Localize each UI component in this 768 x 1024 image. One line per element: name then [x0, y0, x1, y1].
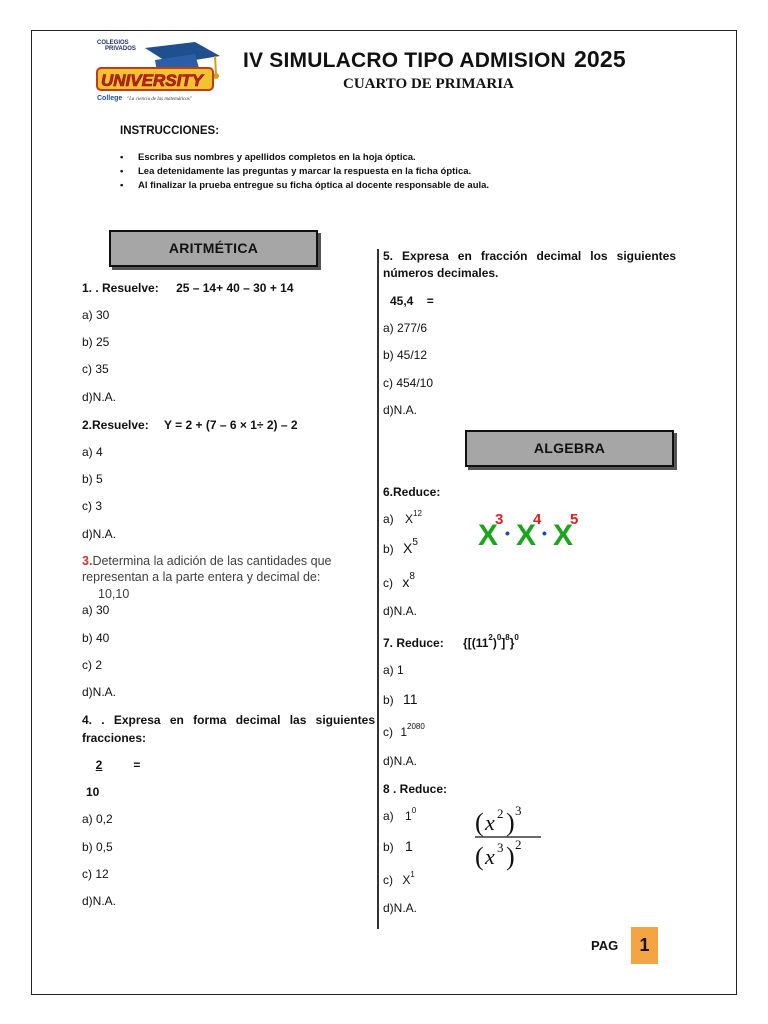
- q6-option-a-letter: a): [383, 512, 394, 526]
- q4-line1: 4. . Expresa en forma decimal las siguientes: [82, 713, 375, 727]
- q8-option-c-exp: 1: [410, 870, 415, 879]
- q6-expr-exp-1: 3: [495, 511, 504, 528]
- q7-expression: [463, 633, 519, 650]
- graduation-cap-logo-icon: [95, 38, 225, 104]
- instructions-title: INSTRUCCIONES:: [120, 125, 220, 137]
- q7-expr-exp1: 2: [488, 633, 493, 642]
- q3-number: 3.: [82, 554, 93, 568]
- q2-option-d: d)N.A.: [82, 527, 117, 541]
- question-4: [82, 713, 375, 727]
- q7-option-a: a) 1: [383, 663, 404, 677]
- q6-expr-exp-2: 4: [533, 511, 542, 528]
- q7-expr-mid1: ): [492, 636, 497, 650]
- q3-option-b: b) 40: [82, 631, 110, 645]
- q3-value: 10,10: [98, 587, 130, 601]
- logo-brand: UNIVERSITY: [101, 71, 204, 90]
- q7-expr-exp3: 8: [505, 633, 510, 642]
- q7-expr-exp4: 0: [514, 633, 519, 642]
- logo-motto: "La ciencia de las matemáticas": [127, 97, 192, 102]
- question-1: [82, 281, 294, 295]
- q2-option-c: c) 3: [82, 499, 103, 513]
- q2-expression: Y = 2 + (7 – 6 × 1÷ 2) – 2: [164, 418, 298, 432]
- q6-option-a: [383, 509, 422, 526]
- q8-option-a: [383, 806, 417, 823]
- q8-fraction-graphic: [473, 803, 545, 873]
- q6-expression: [478, 510, 586, 550]
- q8-den-inner-exp: 3: [497, 840, 504, 855]
- svg-text:(: (: [475, 808, 484, 837]
- q3-option-c: c) 2: [82, 658, 103, 672]
- title-year: 2025: [573, 46, 626, 72]
- q5-line2: números decimales.: [383, 266, 499, 280]
- q2-label: 2.Resuelve:: [82, 418, 149, 432]
- q6-option-c-letter: c): [383, 576, 393, 590]
- q6-option-b-exp: 5: [412, 537, 418, 548]
- q8-option-d: d)N.A.: [383, 901, 418, 915]
- q2-option-b: b) 5: [82, 472, 103, 486]
- q6-label: 6.Reduce:: [383, 485, 441, 499]
- q7-option-c-letter: c): [383, 725, 393, 739]
- logo-line1: COLEGIOS: [97, 40, 129, 46]
- q8-den-outer-exp: 2: [515, 837, 522, 852]
- q5-equals: =: [426, 294, 434, 308]
- q7-option-c-exp: 2080: [407, 722, 425, 731]
- q5-value-row: [390, 294, 434, 308]
- q3-option-d: d)N.A.: [82, 685, 117, 699]
- q4-fraction-numerator: [82, 758, 140, 772]
- q5-option-a: a) 277/6: [383, 321, 428, 335]
- q6-expr-exp-3: 5: [570, 511, 579, 528]
- q5-option-b: b) 45/12: [383, 348, 428, 362]
- q1-option-b: b) 25: [82, 335, 110, 349]
- page-label: PAG: [591, 938, 619, 953]
- instruction-item: • Al finalizar la prueba entregue su ficha óptica al docente responsable de aula.: [120, 179, 489, 193]
- q6-option-c-exp: 8: [409, 571, 415, 582]
- svg-text:): ): [506, 808, 515, 837]
- q1-expression: 25 – 14+ 40 – 30 + 14: [176, 281, 294, 295]
- q6-expr-base-3: X: [553, 519, 574, 550]
- q6-option-c: [383, 571, 415, 590]
- q6-option-c-base: x: [402, 574, 410, 590]
- q4-line2: fracciones:: [82, 731, 147, 745]
- title-text: IV SIMULACRO TIPO ADMISION: [243, 49, 566, 72]
- q8-option-c-letter: c): [383, 873, 393, 887]
- q7-expr-mid2: ]: [501, 636, 506, 650]
- section-header-algebra: ALGEBRA: [465, 430, 674, 467]
- q7-option-b: [383, 691, 418, 707]
- q3-option-a: a) 30: [82, 603, 110, 617]
- q7-option-c: [383, 722, 425, 739]
- question-7: [383, 633, 519, 650]
- q1-option-d: d)N.A.: [82, 390, 117, 404]
- q4-option-a: a) 0,2: [82, 812, 113, 826]
- q6-option-a-exp: 12: [413, 509, 422, 518]
- logo-college: College: [97, 95, 123, 102]
- svg-text:(: (: [475, 842, 484, 871]
- q6-expr-base-1: X: [478, 519, 499, 550]
- q4-option-c: c) 12: [82, 867, 109, 881]
- page-number: 1: [631, 927, 658, 964]
- q7-expr-mid3: }: [509, 636, 515, 650]
- section-header-aritmetica: ARITMÉTICA: [109, 230, 318, 267]
- q8-option-a-exp: 0: [411, 806, 417, 815]
- q2-option-a: a) 4: [82, 445, 103, 459]
- q7-expr-prefix: {[(11: [463, 636, 489, 650]
- q6-option-a-base: X: [405, 512, 414, 526]
- school-logo: [95, 38, 225, 104]
- q7-expr-exp2: 0: [496, 633, 502, 642]
- q8-label: 8 . Reduce:: [383, 782, 448, 796]
- q8-num-base: x: [485, 810, 495, 835]
- q7-option-b-letter: b): [383, 693, 394, 707]
- page-title: [243, 46, 626, 73]
- question-5: [383, 249, 676, 263]
- q5-option-c: c) 454/10: [383, 376, 434, 390]
- q1-option-a: a) 30: [82, 308, 110, 322]
- q6-expression-graphic: [478, 510, 586, 550]
- q7-label: 7. Reduce:: [383, 636, 444, 650]
- q8-num-inner-exp: 2: [497, 806, 504, 821]
- q5-line1: 5. Expresa en fracción decimal los siguientes: [383, 249, 676, 263]
- question-2: [82, 418, 298, 432]
- q6-option-d: d)N.A.: [383, 604, 418, 618]
- q3-line2: representan a la parte entera y decimal de:: [82, 570, 321, 584]
- q4-equals: =: [133, 758, 141, 772]
- instruction-item: • Escriba sus nombres y apellidos completos en la hoja óptica.: [120, 151, 489, 165]
- q5-option-d: d)N.A.: [383, 403, 418, 417]
- q8-option-b-value: 1: [405, 838, 413, 854]
- q7-option-c-base: 1: [400, 725, 408, 739]
- q1-option-c: c) 35: [82, 362, 109, 376]
- q6-expr-dot-1: •: [505, 525, 510, 541]
- page-subtitle: CUARTO DE PRIMARIA: [343, 76, 514, 92]
- svg-text:): ): [506, 842, 515, 871]
- q8-num-outer-exp: 3: [515, 803, 522, 818]
- q8-option-a-letter: a): [383, 809, 394, 823]
- q8-fraction: [473, 803, 545, 873]
- q4-option-d: d)N.A.: [82, 894, 117, 908]
- question-3: [82, 554, 331, 568]
- q7-option-b-value: 11: [403, 691, 418, 707]
- instruction-item: • Lea detenidamente las preguntas y marcar la respuesta en la ficha óptica.: [120, 165, 489, 179]
- q4-numerator: 2: [95, 758, 103, 772]
- q8-den-base: x: [485, 844, 495, 869]
- q8-option-a-base: 1: [405, 809, 412, 823]
- q3-line1: Determina la adición de las cantidades que: [92, 554, 332, 568]
- q6-option-b: [383, 537, 418, 556]
- q6-option-b-letter: b): [383, 542, 394, 556]
- q8-option-c: [383, 870, 415, 887]
- q1-label: 1. . Resuelve:: [82, 281, 159, 295]
- q5-value: 45,4: [390, 294, 414, 308]
- q4-option-b: b) 0,5: [82, 840, 113, 854]
- q7-option-d: d)N.A.: [383, 754, 418, 768]
- q8-option-b: [383, 838, 413, 854]
- q8-option-b-letter: b): [383, 840, 394, 854]
- column-divider: [377, 249, 379, 929]
- q4-denominator: 10: [86, 785, 100, 799]
- q6-option-b-base: X: [403, 540, 413, 556]
- q8-option-c-base: X: [402, 873, 411, 887]
- q6-expr-dot-2: •: [542, 525, 547, 541]
- instructions-list: [120, 151, 489, 193]
- q6-expr-base-2: X: [516, 519, 537, 550]
- logo-line2: PRIVADOS: [105, 46, 136, 52]
